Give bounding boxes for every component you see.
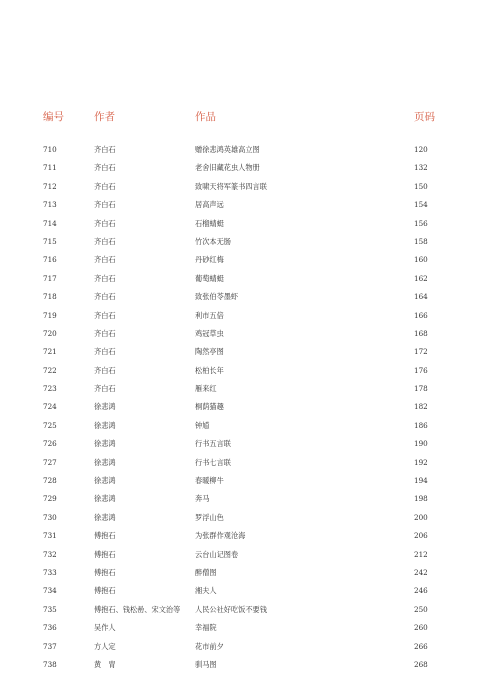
row-number: 714	[43, 218, 57, 228]
row-author: 齐白石	[94, 310, 116, 320]
row-number: 734	[43, 586, 57, 596]
table-row	[0, 601, 480, 619]
table-row	[0, 159, 480, 177]
row-number: 723	[43, 384, 57, 394]
row-work: 葡萄蜻蜓	[195, 273, 224, 283]
table-row	[0, 380, 480, 398]
row-page: 182	[414, 402, 428, 412]
header-work: 作品	[195, 111, 216, 123]
row-number: 719	[43, 310, 57, 320]
row-page: 260	[414, 623, 428, 633]
table-row	[0, 527, 480, 545]
row-author: 徐悲鸿	[94, 439, 116, 449]
row-number: 726	[43, 439, 57, 449]
row-author: 傅抱石	[94, 531, 116, 541]
row-work: 桐荫猫趣	[195, 402, 224, 412]
row-work: 幸福院	[195, 623, 217, 633]
row-work: 云台山记图卷	[195, 549, 239, 559]
row-work: 致啸天将军篆书四言联	[195, 181, 267, 191]
row-work: 湘夫人	[195, 586, 217, 596]
row-page: 194	[414, 476, 428, 486]
row-number: 722	[43, 365, 57, 375]
row-page: 166	[414, 310, 428, 320]
table-row	[0, 619, 480, 637]
row-page: 200	[414, 512, 428, 522]
row-number: 712	[43, 181, 57, 191]
row-number: 710	[43, 145, 57, 154]
row-page: 176	[414, 365, 428, 375]
row-author: 齐白石	[94, 365, 116, 375]
row-author: 傅抱石	[94, 586, 116, 596]
row-work: 钟馗	[195, 420, 210, 430]
table-row	[0, 343, 480, 361]
row-work: 行书七言联	[195, 457, 231, 467]
row-work: 赠徐悲鸿英雄高立图	[195, 145, 260, 154]
row-author: 齐白石	[94, 218, 116, 228]
row-page: 266	[414, 641, 428, 651]
table-row	[0, 270, 480, 288]
row-page: 150	[414, 181, 428, 191]
table-row	[0, 638, 480, 656]
table-row	[0, 490, 480, 508]
table-row	[0, 454, 480, 472]
table-row	[0, 509, 480, 527]
table-row	[0, 564, 480, 582]
table-row	[0, 472, 480, 490]
table-row	[0, 325, 480, 343]
row-work: 居高声远	[195, 200, 224, 210]
row-author: 齐白石	[94, 145, 116, 154]
row-page: 268	[414, 659, 428, 669]
row-number: 715	[43, 236, 57, 246]
row-work: 雁来红	[195, 384, 217, 394]
row-author: 齐白石	[94, 292, 116, 302]
row-number: 732	[43, 549, 57, 559]
row-page: 156	[414, 218, 428, 228]
row-page: 132	[414, 163, 428, 173]
row-page: 168	[414, 328, 428, 338]
table-row	[0, 398, 480, 416]
row-number: 735	[43, 604, 57, 614]
row-number: 720	[43, 328, 57, 338]
row-author: 傅抱石	[94, 567, 116, 577]
table-row	[0, 435, 480, 453]
row-number: 717	[43, 273, 57, 283]
table-row	[0, 288, 480, 306]
row-number: 713	[43, 200, 57, 210]
row-author: 齐白石	[94, 328, 116, 338]
row-author: 傅抱石	[94, 549, 116, 559]
row-work: 陶然亭图	[195, 347, 224, 357]
header-author: 作者	[94, 111, 115, 123]
row-author: 齐白石	[94, 163, 116, 173]
row-number: 724	[43, 402, 57, 412]
row-number: 730	[43, 512, 57, 522]
table-row	[0, 196, 480, 214]
row-work: 醉僧图	[195, 567, 217, 577]
row-number: 725	[43, 420, 57, 430]
row-page: 162	[414, 273, 428, 283]
table-row	[0, 546, 480, 564]
row-author: 齐白石	[94, 273, 116, 283]
row-author: 齐白石	[94, 347, 116, 357]
row-number: 716	[43, 255, 57, 265]
row-number: 729	[43, 494, 57, 504]
table-row	[0, 362, 480, 380]
row-page: 164	[414, 292, 428, 302]
header-page: 页码	[414, 111, 435, 123]
row-work: 致张伯苓墨虾	[195, 292, 239, 302]
table-row	[0, 178, 480, 196]
row-work: 春暖柳牛	[195, 476, 224, 486]
row-number: 727	[43, 457, 57, 467]
row-work: 丹砂红梅	[195, 255, 224, 265]
row-work: 奔马	[195, 494, 210, 504]
row-page: 158	[414, 236, 428, 246]
table-body	[0, 141, 480, 674]
row-page: 192	[414, 457, 428, 467]
row-number: 721	[43, 347, 57, 357]
table-header	[0, 109, 480, 125]
row-page: 242	[414, 567, 428, 577]
row-page: 212	[414, 549, 428, 559]
row-number: 711	[43, 163, 57, 173]
row-number: 728	[43, 476, 57, 486]
row-author: 齐白石	[94, 236, 116, 246]
row-work: 老舍旧藏花虫人物册	[195, 163, 260, 173]
row-page: 154	[414, 200, 428, 210]
row-number: 731	[43, 531, 57, 541]
table-row	[0, 656, 480, 674]
row-work: 花市前夕	[195, 641, 224, 651]
row-number: 736	[43, 623, 57, 633]
row-author: 徐悲鸿	[94, 476, 116, 486]
row-page: 190	[414, 439, 428, 449]
row-work: 石榴蜻蜓	[195, 218, 224, 228]
row-work: 为张群作观沧海	[195, 531, 246, 541]
row-author: 徐悲鸿	[94, 457, 116, 467]
row-author: 吴作人	[94, 623, 116, 633]
row-number: 737	[43, 641, 57, 651]
row-author: 黄 胄	[94, 659, 116, 669]
row-author: 徐悲鸿	[94, 512, 116, 522]
table-row	[0, 141, 480, 159]
row-work: 松柏长年	[195, 365, 224, 375]
row-author: 徐悲鸿	[94, 494, 116, 504]
row-page: 120	[414, 145, 428, 154]
row-work: 竹次本无肠	[195, 236, 231, 246]
table-row	[0, 233, 480, 251]
row-work: 行书五言联	[195, 439, 231, 449]
row-number: 733	[43, 567, 57, 577]
row-number: 738	[43, 659, 57, 669]
row-author: 齐白石	[94, 181, 116, 191]
row-author: 齐白石	[94, 200, 116, 210]
row-work: 利市五倍	[195, 310, 224, 320]
table-row	[0, 251, 480, 269]
row-work: 鸡冠草虫	[195, 328, 224, 338]
row-work: 驯马图	[195, 659, 217, 669]
row-page: 178	[414, 384, 428, 394]
row-work: 人民公社好吃饭不要钱	[195, 604, 267, 614]
row-number: 718	[43, 292, 57, 302]
row-author: 齐白石	[94, 384, 116, 394]
row-page: 250	[414, 604, 428, 614]
row-page: 246	[414, 586, 428, 596]
row-page: 198	[414, 494, 428, 504]
table-row	[0, 307, 480, 325]
row-page: 172	[414, 347, 428, 357]
row-author: 齐白石	[94, 255, 116, 265]
table-row	[0, 417, 480, 435]
row-author: 方人定	[94, 641, 116, 651]
row-author: 傅抱石、钱松喦、宋文治等	[94, 604, 181, 614]
table-row	[0, 215, 480, 233]
row-page: 186	[414, 420, 428, 430]
row-page: 160	[414, 255, 428, 265]
row-work: 罗浮山色	[195, 512, 224, 522]
row-author: 徐悲鸿	[94, 420, 116, 430]
table-row	[0, 582, 480, 600]
row-page: 206	[414, 531, 428, 541]
row-author: 徐悲鸿	[94, 402, 116, 412]
header-number: 编号	[43, 111, 64, 123]
